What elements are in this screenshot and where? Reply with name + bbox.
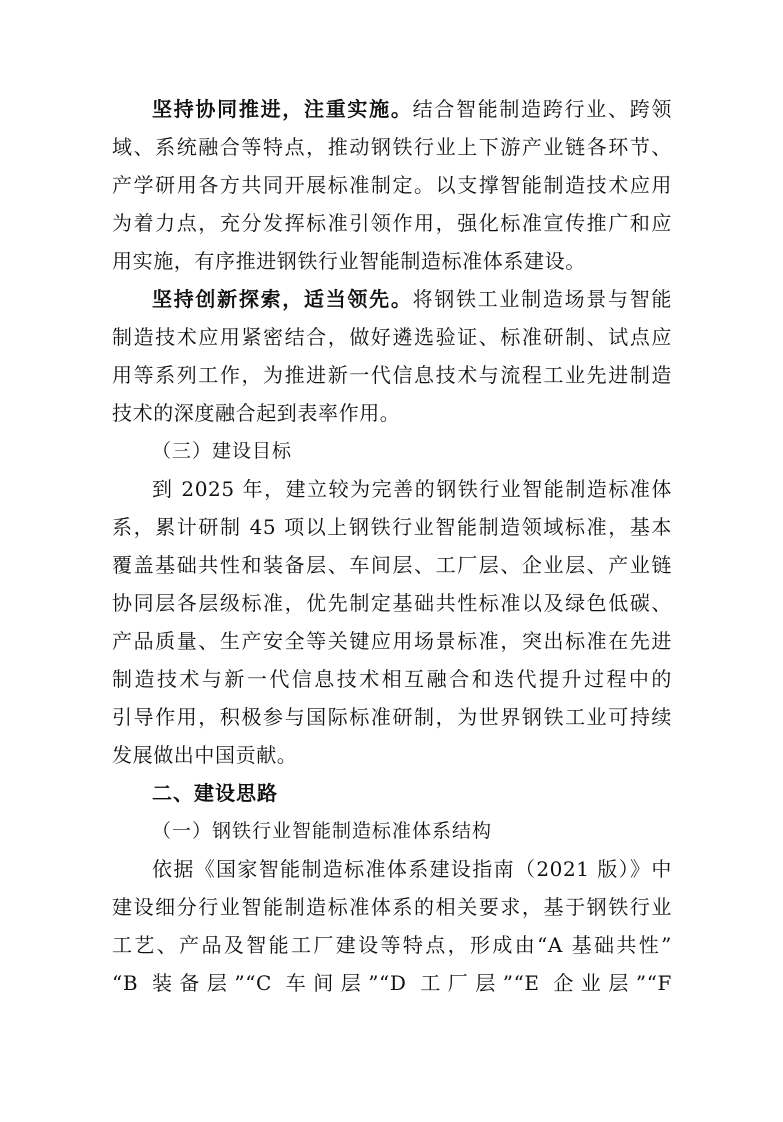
paragraph-line: 工艺、产品及智能工厂建设等特点，形成由“A 基础共性” [112,933,672,957]
paragraph-line: 为着力点，充分发挥标准引领作用，强化标准宣传推广和应 [112,211,672,235]
paragraph-line: 协同层各层级标准，优先制定基础共性标准以及绿色低碳、 [112,591,672,615]
paragraph-line: 用等系列工作，为推进新一代信息技术与流程工业先进制造 [112,363,672,387]
paragraph-line: 发展做出中国贡献。 [112,743,298,767]
paragraph-lead: 坚持创新探索，适当领先。 [152,287,413,311]
paragraph-line: 引导作用，积极参与国际标准研制，为世界钢铁工业可持续 [112,705,672,729]
paragraph-line: 覆盖基础共性和装备层、车间层、工厂层、企业层、产业链 [112,553,672,577]
paragraph-lead: 坚持协同推进，注重实施。 [152,97,413,121]
paragraph-line: 域、系统融合等特点，推动钢铁行业上下游产业链各环节、 [112,135,672,159]
section-heading: （三）建设目标 [152,440,293,462]
paragraph-line: 用实施，有序推进钢铁行业智能制造标准体系建设。 [112,249,586,273]
paragraph-text: 结合智能制造跨行业、跨领 [412,97,673,121]
paragraph-line: 依据《国家智能制造标准体系建设指南（2021 版）》中 [152,857,672,881]
paragraph-line: 到 2025 年，建立较为完善的钢铁行业智能制造标准体 [152,477,672,501]
paragraph-line: 产学研用各方共同开展标准制定。以支撑智能制造技术应用 [112,173,672,197]
paragraph-line: 制造技术应用紧密结合，做好遴选验证、标准研制、试点应 [112,325,672,349]
paragraph-line: “B 装备层”“C 车间层”“D 工厂层”“E 企业层”“F [112,971,672,995]
paragraph-line: 建设细分行业智能制造标准体系的相关要求，基于钢铁行业 [112,895,672,919]
section-heading: （一）钢铁行业智能制造标准体系结构 [152,820,493,842]
paragraph-line [152,91,672,128]
paragraph-line: 制造技术与新一代信息技术相互融合和迭代提升过程中的 [112,667,672,691]
chapter-heading: 二、建设思路 [152,781,278,805]
paragraph-line: 技术的深度融合起到表率作用。 [112,401,401,425]
paragraph-text: 将钢铁工业制造场景与智能 [412,287,673,311]
paragraph-line: 产品质量、生产安全等关键应用场景标准，突出标准在先进 [112,629,672,653]
paragraph-line: 系，累计研制 45 项以上钢铁行业智能制造领域标准，基本 [112,515,672,539]
paragraph-line [152,281,672,318]
